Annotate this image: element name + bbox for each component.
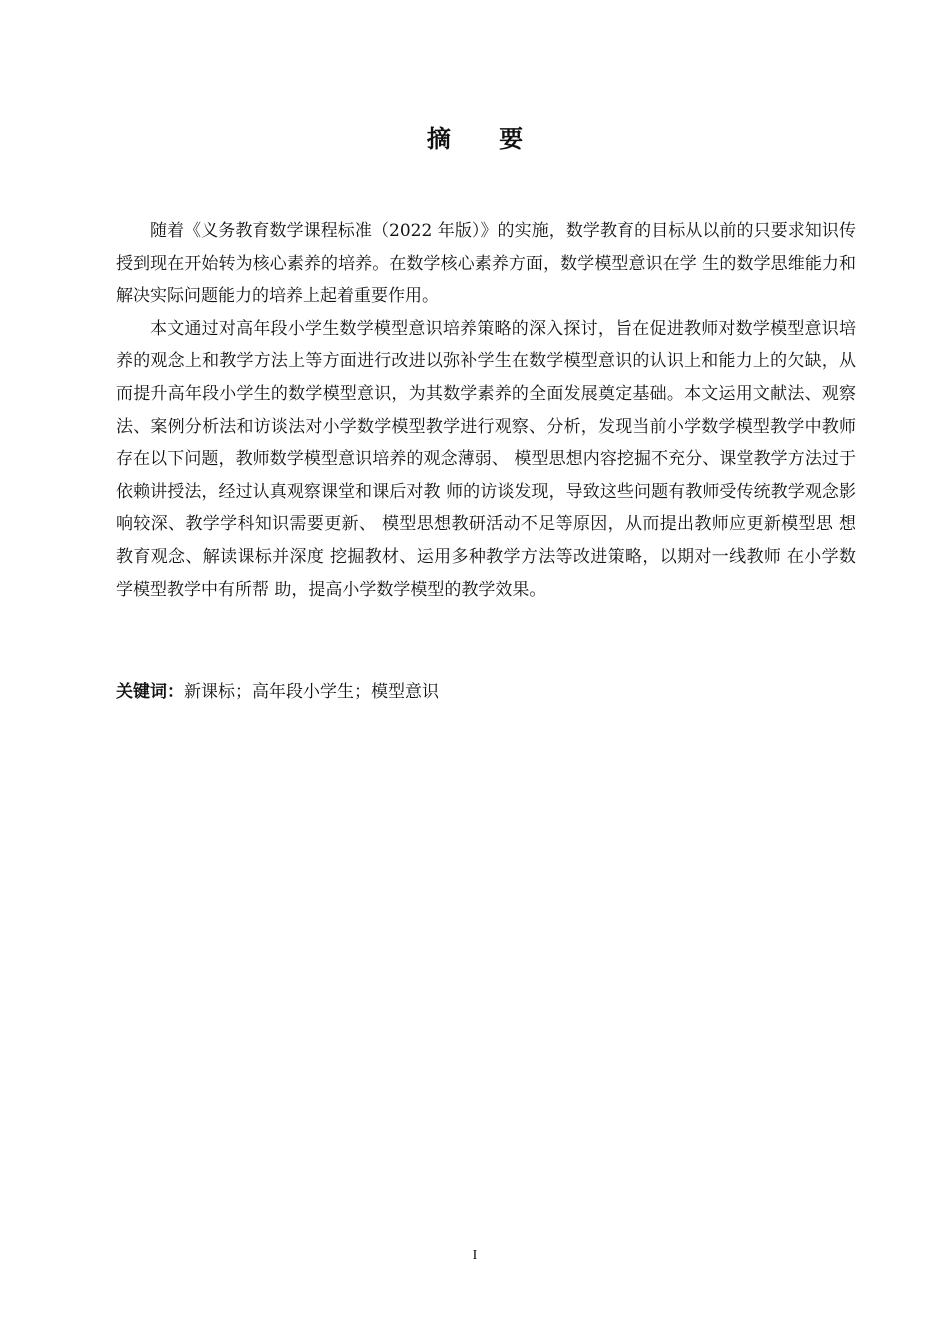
page-title: 摘 要: [426, 125, 544, 153]
keywords-text: 新课标；高年段小学生；模型意识: [184, 682, 439, 702]
page-number: I: [472, 1248, 478, 1263]
abstract-paragraph-1: 随着《义务教育数学课程标准（2022 年版）》的实施，数学教育的目标从以前的只要求知识传授到现在开始转为核心素养的培养。在数学核心素养方面，数学模型意识在学 生的数学思维能力和解决实际问题能力的培养上起着重要作用。: [116, 221, 856, 307]
keywords-line: [116, 676, 856, 708]
keywords-label: 关键词：: [116, 682, 184, 702]
abstract-paragraph-2: 本文通过对高年段小学生数学模型意识培养策略的深入探讨，旨在促进教师对数学模型意识培养的观念上和教学方法上等方面进行改进以弥补学生在数学模型意识的认识上和能力上的欠缺，从而提升高年段小学生的数学模型意识，为其数学素养的全面发展奠定基础。本文运用文献法、观察法、案例分析法和访谈法对小学数学模型教学进行观察、分析，发现当前小学数学模型教学中教师存在以下问题，教师数学模型意识培养的观念薄弱、 模型思想内容挖掘不充分、课堂教学方法过于依赖讲授法，经过认真观察课堂和课后对教 师的访谈发现，导致这些问题有教师受传统教学观念影响较深、教学学科知识需要更新、 模型思想教研活动不足等原因，从而提出教师应更新模型思 想教育观念、解读课标并深度 挖掘教材、运用多种教学方法等改进策略，以期对一线教师 在小学数学模型教学中有所帮 助，提高小学数学模型的教学效果。: [116, 318, 856, 600]
abstract-body: [116, 215, 856, 606]
